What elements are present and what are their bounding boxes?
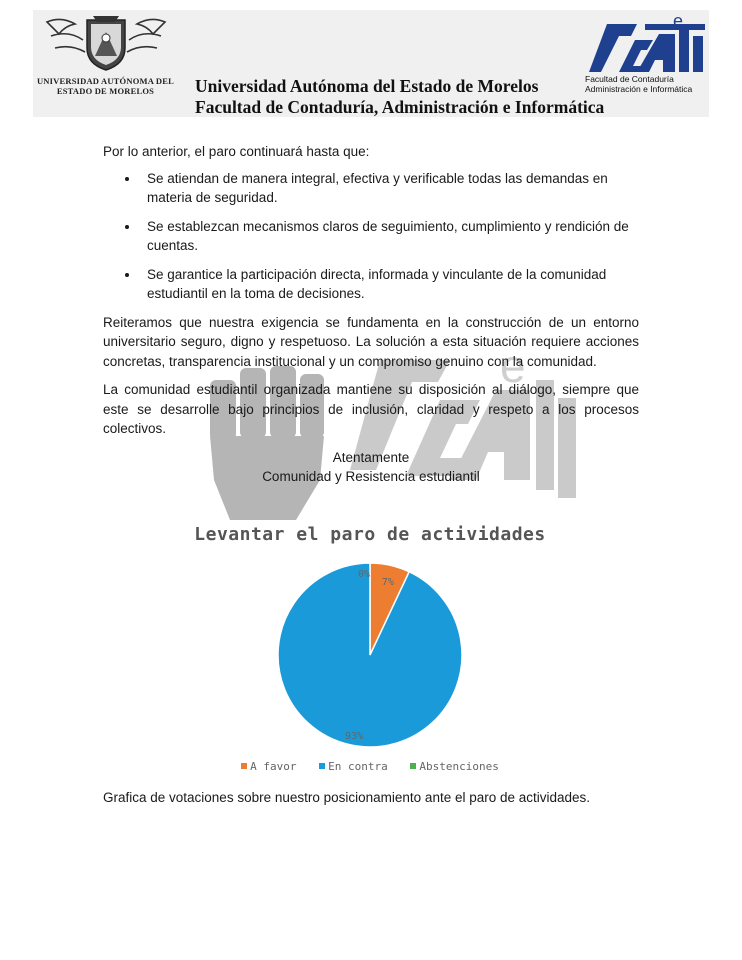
svg-text:e: e [500,340,526,392]
uaem-caption [33,76,178,96]
pie-data-label: 0% [357,569,370,580]
paragraph-1: Reiteramos que nuestra exigencia se fundamenta en la construcción de un entorno universitario seguro, digno y respetuoso. La solución a esta situación requiere acciones concretas, transparencia institucional y un compromiso genuino con la comunidad. [103,314,639,369]
chart-title: Levantar el paro de actividades [194,524,546,545]
fcaei-logo-icon [589,14,707,78]
chart-caption: Grafica de votaciones sobre nuestro posicionamiento ante el paro de actividades. [103,790,591,805]
uaem-seal-icon [41,14,171,74]
signature-text: Comunidad y Resistencia estudiantil [262,469,480,484]
faculty-name: Facultad de Contaduría, Administración e Informática [195,97,605,117]
list-item: Se garantice la participación directa, informada y vinculante de la comunidad estudiantil en la toma de decisiones. [103,265,639,304]
pie-slice-en-contra [278,563,462,747]
fcaei-caption [585,74,707,94]
legend-item-a-favor [241,760,296,773]
fcaei-caption-line-1: Facultad de Contaduría [585,74,674,84]
pie-data-label: 93% [344,731,364,742]
fcaei-logo-letter: e [673,14,684,31]
legend-item-abstenciones [410,760,498,773]
pie-plot [260,560,480,750]
legend-item-en-contra [319,760,388,773]
vote-pie-chart [150,520,590,780]
demands-list [103,169,639,304]
list-item: Se establezcan mecanismos claros de seguimiento, cumplimiento y rendición de cuentas. [103,217,639,256]
list-item: Se atiendan de manera integral, efectiva y verificable todas las demandas en materia de seguridad. [103,169,639,208]
closing-text: Atentamente [332,449,410,465]
letter-body [103,142,639,487]
legend-label: Abstenciones [419,760,499,773]
legend-swatch [241,763,247,769]
letterhead [33,10,709,117]
legend-label: A favor [250,760,297,773]
legend-swatch [410,763,416,769]
legend-label: En contra [328,760,388,773]
header-title [195,76,604,118]
pie-data-label: 7% [381,576,394,588]
intro-text: Por lo anterior, el paro continuará hasta que: [103,144,370,159]
chart-legend [150,760,590,773]
paragraph-2: La comunidad estudiantil organizada mantiene su disposición al diálogo, siempre que este se desarrolle bajo principios de inclusión, claridad y respeto a los procesos colectivos. [103,382,639,436]
uaem-caption-line-2: ESTADO DE MORELOS [56,86,155,96]
closing-block [103,448,639,487]
university-name: Universidad Autónoma del Estado de Morelos [195,76,539,96]
legend-swatch [319,763,325,769]
fcaei-caption-line-2: Administración e Informática [585,84,693,94]
uaem-caption-line-1: UNIVERSIDAD AUTÓNOMA DEL [36,76,175,86]
